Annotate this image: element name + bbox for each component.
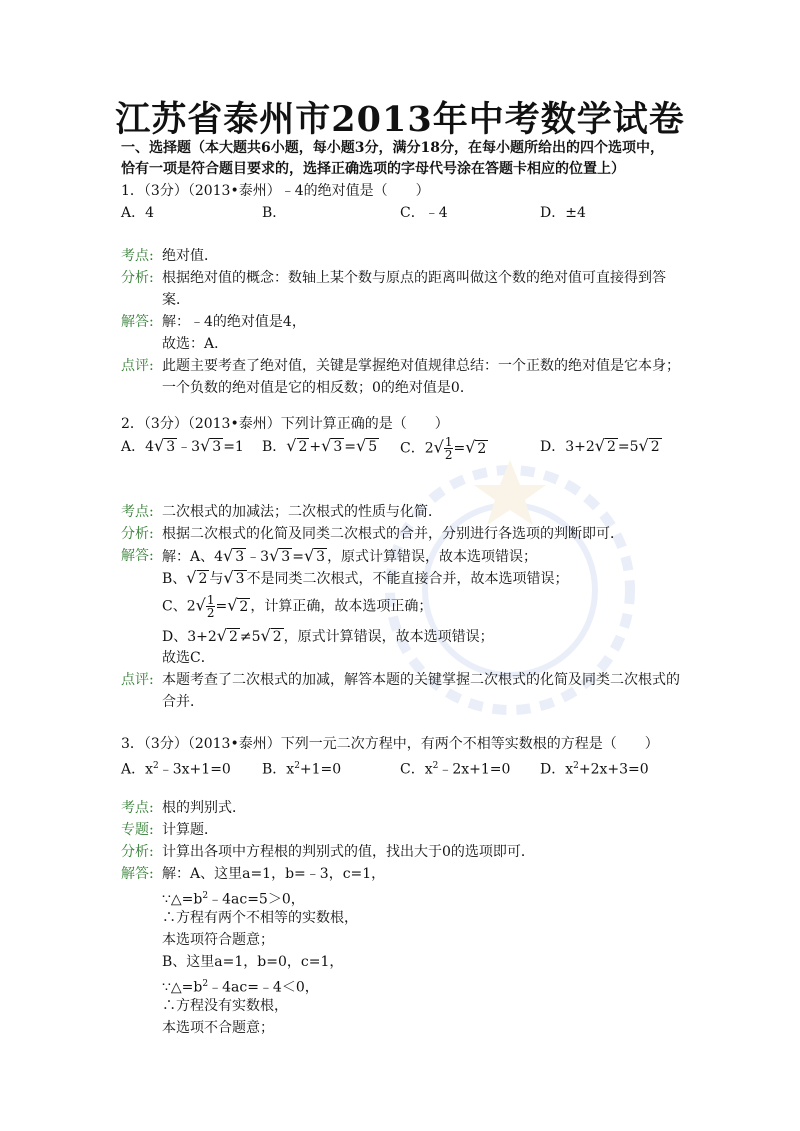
q2-kaodian: 二次根式的加减法；二次根式的性质与化简． bbox=[162, 504, 442, 520]
q3-stem: 3．（3分）（2013•泰州）下列一元二次方程中，有两个不相等实数根的方程是（ ） bbox=[121, 736, 659, 752]
q3-zhuanti: 计算题． bbox=[162, 822, 218, 838]
q1-jieda-label: 解答: bbox=[121, 314, 154, 330]
q2-option-a: A．4√ 3 ﹣3√ 3 =1 bbox=[121, 436, 244, 455]
q1-kaodian: 绝对值． bbox=[162, 248, 218, 264]
q3-fenxi: 计算出各项中方程根的判别式的值，找出大于0的选项即可． bbox=[162, 844, 535, 860]
q2-jieda-c: C、2√ $\frac{1}{2}$ =√ 2 ，计算正确，故本选项正确； bbox=[162, 593, 433, 620]
q2-jieda-end: 故选C． bbox=[162, 650, 215, 666]
q1-dianping-label: 点评: bbox=[121, 358, 154, 374]
q3-jieda-label: 解答: bbox=[121, 866, 154, 882]
q3-jieda-line4: 本选项符合题意； bbox=[162, 932, 274, 948]
q2-option-b: B．√ 2 +√ 3 =√ 5 bbox=[262, 436, 378, 455]
q1-kaodian-label: 考点: bbox=[121, 248, 154, 264]
q2-dianping-line2: 合并． bbox=[162, 694, 204, 710]
q3-kaodian: 根的判别式． bbox=[162, 800, 246, 816]
q3-jieda-line7: ∴方程没有实数根， bbox=[162, 998, 288, 1014]
q2-jieda-b: B、√ 2 与√ 3 不是同类二次根式，不能直接合并，故本选项错误； bbox=[162, 568, 569, 587]
q2-dianping-label: 点评: bbox=[121, 672, 154, 688]
q1-dianping-line2: 一个负数的绝对值是它的相反数；0的绝对值是0． bbox=[162, 380, 474, 396]
q3-zhuanti-label: 专题: bbox=[121, 822, 154, 838]
q1-fenxi-line2: 案． bbox=[162, 292, 190, 308]
q2-option-d: D．3+2√ 2 =5√ 2 bbox=[540, 436, 660, 455]
q3-jieda-line2: $\because\triangle=b^2﹣4ac=5>0$， bbox=[162, 891, 305, 908]
q1-option-a: A．4 bbox=[121, 205, 155, 221]
q1-option-c: C．﹣4 bbox=[400, 205, 448, 221]
watermark-wreath-icon bbox=[360, 440, 660, 740]
q1-dianping-line1: 此题主要考查了绝对值，关键是掌握绝对值规律总结：一个正数的绝对值是它本身； bbox=[162, 358, 680, 374]
q3-fenxi-label: 分析: bbox=[121, 844, 154, 860]
q2-kaodian-label: 考点: bbox=[121, 504, 154, 520]
q2-dianping-line1: 本题考查了二次根式的加减，解答本题的关键掌握二次根式的化简及同类二次根式的 bbox=[162, 672, 680, 688]
q1-jieda-line2: 故选：A． bbox=[162, 336, 229, 352]
q3-jieda-line8: 本选项不合题意； bbox=[162, 1020, 274, 1036]
q3-kaodian-label: 考点: bbox=[121, 800, 154, 816]
section-instruction-line1: 一、选择题（本大题共6小题，每小题3分，满分18分，在每小题所给出的四个选项中， bbox=[121, 140, 664, 156]
q2-jieda-label: 解答: bbox=[121, 548, 154, 564]
q3-jieda-line5: B、这里a=1，b=0，c=1， bbox=[162, 954, 344, 970]
q1-fenxi-line1: 根据绝对值的概念：数轴上某个数与原点的距离叫做这个数的绝对值可直接得到答 bbox=[162, 270, 666, 286]
q2-stem: 2．（3分）（2013•泰州）下列计算正确的是（ ） bbox=[121, 416, 449, 432]
q1-fenxi-label: 分析: bbox=[121, 270, 154, 286]
q2-jieda-d: D、3+2√ 2 ≠5√ 2 ，原式计算错误，故本选项错误； bbox=[162, 626, 494, 645]
q3-option-b: B．$x^2+1=0$ bbox=[262, 761, 342, 778]
q3-jieda-line3: ∴方程有两个不相等的实数根， bbox=[162, 910, 358, 926]
page-title: 江苏省泰州市2013年中考数学试卷 bbox=[115, 99, 685, 140]
q3-jieda-line6: $\because\triangle=b^2﹣4ac=﹣4<0$， bbox=[162, 979, 319, 996]
q3-option-a: A．$x^2﹣3x+1=0$ bbox=[121, 761, 231, 778]
section-instruction-line2: 恰有一项是符合题目要求的，选择正确选项的字母代号涂在答题卡相应的位置上） bbox=[121, 161, 625, 177]
q1-option-b: B． bbox=[262, 205, 287, 221]
q3-option-c: C．$x^2﹣2x+1=0$ bbox=[400, 761, 511, 778]
q1-jieda-line1: 解：﹣4的绝对值是4， bbox=[162, 314, 306, 330]
q2-fenxi: 根据二次根式的化简及同类二次根式的合并，分别进行各选项的判断即可． bbox=[162, 526, 624, 542]
q2-jieda-a: 解：A、4√ 3 ﹣3√ 3 =√ 3 ，原式计算错误，故本选项错误； bbox=[162, 546, 538, 565]
q1-stem: 1．（3分）（2013•泰州）﹣4的绝对值是（ ） bbox=[121, 183, 430, 199]
q3-jieda-line1: 解：A、这里a=1，b=﹣3，c=1， bbox=[162, 866, 386, 882]
q3-option-d: D．$x^2+2x+3=0$ bbox=[540, 761, 649, 778]
q2-fenxi-label: 分析: bbox=[121, 526, 154, 542]
q2-option-c: C．2√ $\frac{1}{2}$ =√ 2 bbox=[400, 435, 487, 462]
q1-option-d: D．±4 bbox=[540, 205, 586, 221]
